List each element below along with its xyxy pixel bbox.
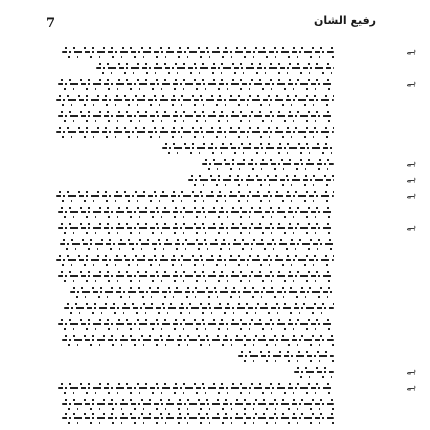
text-line — [62, 410, 334, 425]
handwritten-line-ink — [70, 291, 334, 293]
handwritten-line-ink — [64, 307, 334, 309]
margin-note: ہے — [406, 382, 416, 391]
text-line — [162, 140, 334, 155]
text-line — [58, 204, 334, 219]
text-line — [56, 124, 334, 139]
text-line — [58, 316, 334, 331]
text-line — [58, 220, 334, 235]
handwritten-line-ink — [58, 275, 334, 277]
handwritten-line-ink — [58, 227, 334, 229]
text-line — [70, 284, 334, 299]
handwritten-line-ink — [202, 163, 334, 165]
handwritten-line-ink — [62, 403, 334, 405]
text-line — [62, 332, 334, 347]
margin-note: ہے — [406, 46, 416, 55]
text-line — [58, 380, 334, 395]
text-line — [56, 252, 334, 267]
margin-note: ہے — [406, 366, 416, 375]
text-line — [60, 236, 334, 251]
text-line — [202, 156, 334, 171]
handwritten-line-ink — [58, 83, 334, 85]
margin-note: ہے — [406, 78, 416, 87]
text-line — [56, 92, 334, 107]
handwritten-line-ink — [56, 195, 334, 197]
handwritten-line-ink — [56, 259, 334, 261]
margin-note: ہے — [406, 222, 416, 231]
text-line — [58, 268, 334, 283]
text-line — [96, 60, 334, 75]
handwritten-line-ink — [56, 131, 334, 133]
handwritten-line-ink — [162, 147, 334, 149]
handwritten-line-ink — [294, 371, 334, 373]
handwritten-line-ink — [58, 115, 334, 117]
text-line — [58, 76, 334, 91]
handwritten-line-ink — [96, 67, 334, 69]
handwritten-line-ink — [56, 99, 334, 101]
text-line — [188, 172, 334, 187]
margin-note: ہے — [406, 174, 416, 183]
text-line — [238, 348, 334, 363]
margin-note: ہے — [406, 158, 416, 167]
handwritten-line-ink — [60, 243, 334, 245]
handwritten-line-ink — [188, 179, 334, 181]
text-line — [58, 108, 334, 123]
text-line — [64, 300, 334, 315]
handwritten-line-ink — [58, 211, 334, 213]
text-line — [294, 364, 334, 379]
margin-note: ہے — [406, 190, 416, 199]
handwritten-line-ink — [62, 417, 334, 419]
handwritten-line-ink — [238, 355, 334, 357]
handwritten-line-ink — [62, 51, 334, 53]
page-number: 7 — [46, 16, 56, 31]
text-line — [56, 188, 334, 203]
handwritten-line-ink — [62, 339, 334, 341]
handwritten-line-ink — [58, 323, 334, 325]
running-head: رفیع الشان — [314, 14, 376, 27]
text-line — [62, 44, 334, 59]
text-line — [62, 396, 334, 411]
handwritten-line-ink — [58, 387, 334, 389]
